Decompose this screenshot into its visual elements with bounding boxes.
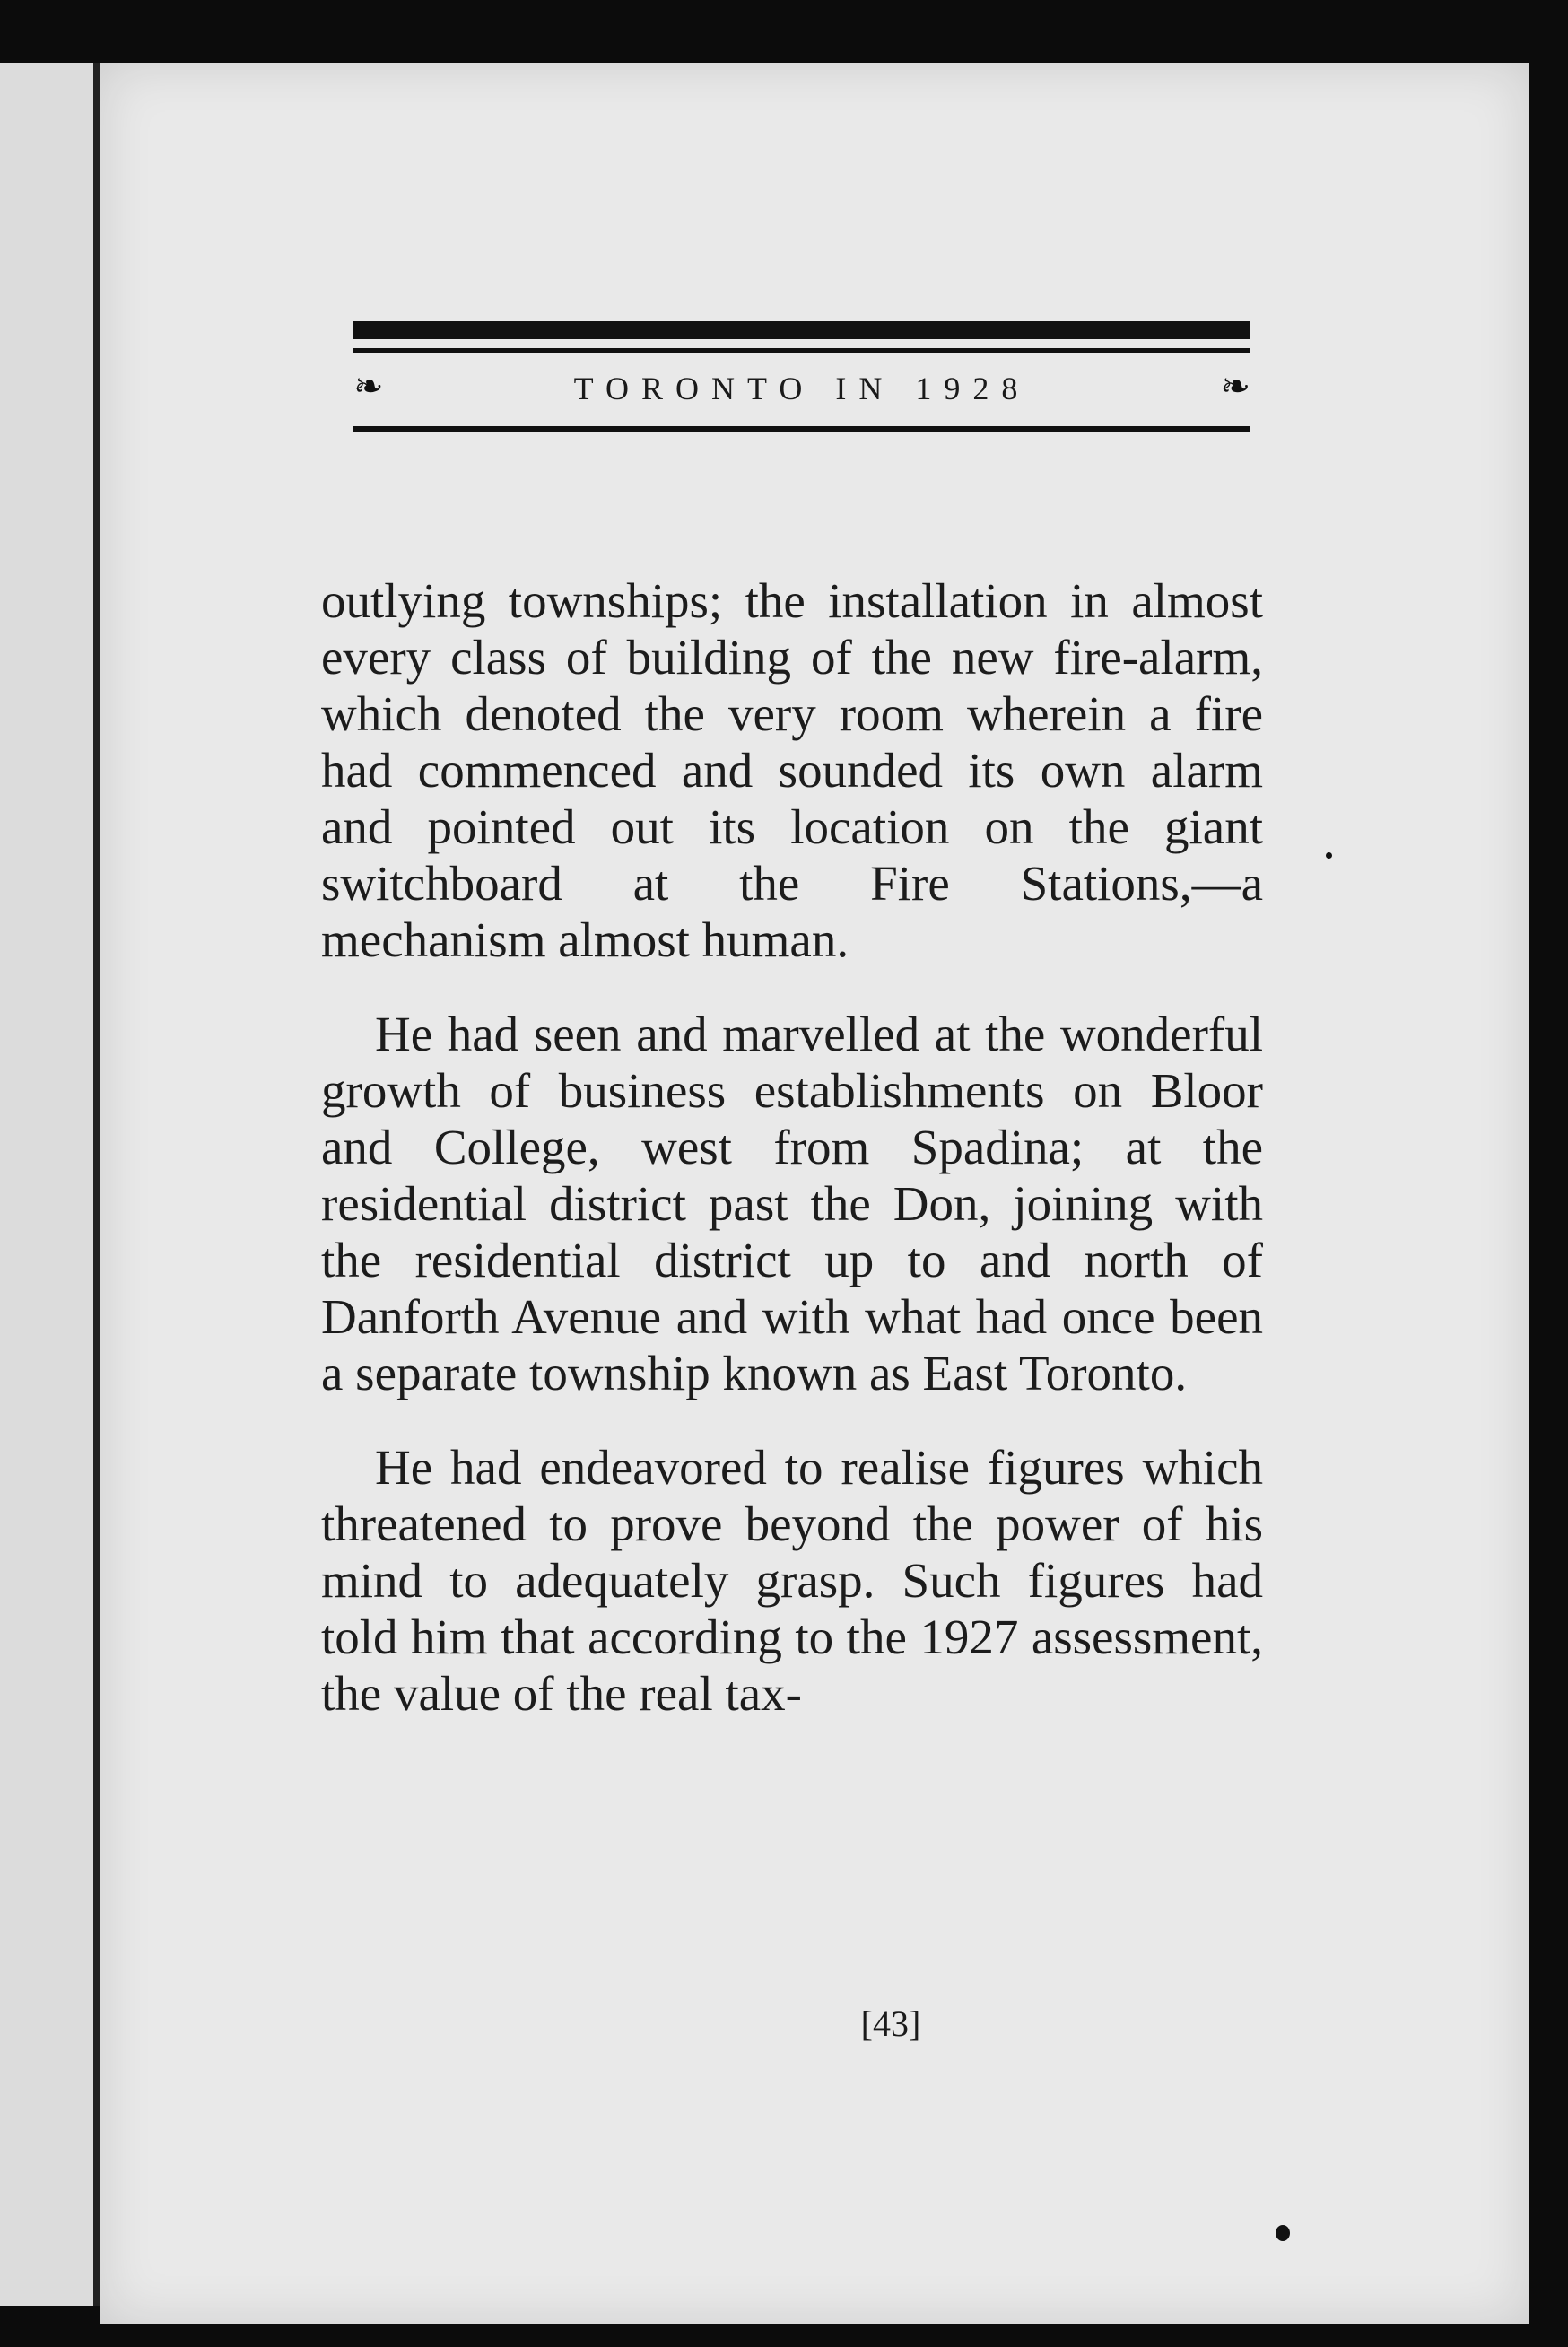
paragraph: He had seen and marvelled at the wonderful growth of business establishments on Bloor and College, west from Spadina; at the residential district past the Don, joining with the residential district up to and north of Danforth Avenue and with what had once been a separate township known as East Toronto. bbox=[321, 1007, 1263, 1400]
paragraph: He had endeavored to realise figures which threatened to prove beyond the power of his mind to adequately grasp. Such figures had told him that according to the 1927 assessment, the value of the real tax- bbox=[321, 1440, 1263, 1721]
running-title: TORONTO IN 1928 bbox=[573, 371, 1031, 406]
scan-speck bbox=[1326, 852, 1332, 859]
book-page bbox=[100, 63, 1529, 2324]
ornament-leaf-icon: ❧ bbox=[1220, 366, 1250, 406]
facing-page-edge bbox=[0, 63, 100, 2306]
body-text bbox=[321, 572, 1263, 1759]
header-rule-bottom bbox=[353, 426, 1250, 432]
header-rule-top bbox=[353, 321, 1250, 339]
scan-speck bbox=[1276, 2225, 1290, 2241]
header-row bbox=[353, 353, 1250, 424]
page-number: [43] bbox=[860, 2003, 921, 2044]
ornament-leaf-icon: ❧ bbox=[353, 366, 384, 406]
paragraph: outlying townships; the installation in almost every class of building of the new fire-alarm, which denoted the very room wherein a fire had commenced and sounded its own alarm and pointed out its location on the giant switchboard at the Fire Stations,—a mechanism almost human. bbox=[321, 573, 1263, 967]
page-header bbox=[353, 321, 1250, 432]
